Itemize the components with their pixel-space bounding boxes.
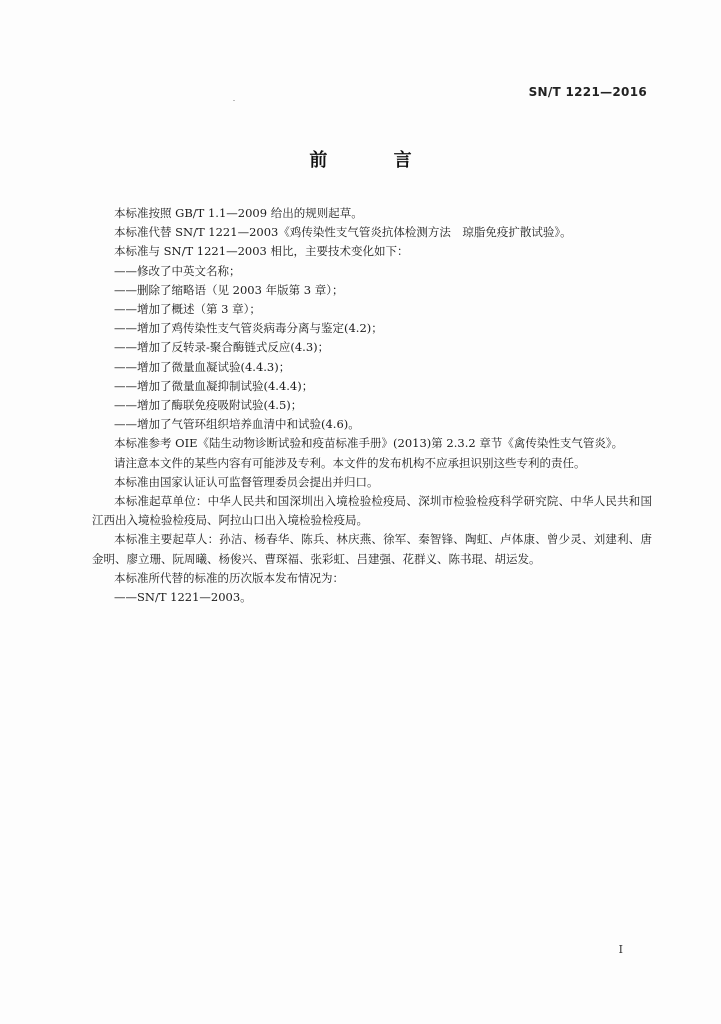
standard-number: SN/T 1221—2016: [528, 85, 647, 99]
paragraph-drafters: 本标准主要起草人：孙洁、杨春华、陈兵、林庆燕、徐军、秦智锋、陶虹、卢体康、曾少灵、刘建利、唐金明、廖立珊、阮周曦、杨俊兴、曹琛福、张彩虹、吕建强、花群义、陈书琨、胡运发。: [92, 532, 652, 566]
paragraph-proposed-by: 本标准由国家认证认可监督管理委员会提出并归口。: [114, 474, 379, 489]
page-title: 前 言: [309, 150, 442, 171]
change-item: ——增加了概述（第 3 章）；: [114, 302, 261, 317]
change-item: ——增加了微量血凝抑制试验(4.4.4)；: [114, 378, 314, 393]
change-item: ——修改了中英文名称；: [114, 263, 241, 278]
paragraph-changes-intro: 本标准与 SN/T 1221—2003 相比，主要技术变化如下：: [114, 244, 409, 259]
paragraph-previous-editions: 本标准所代替的标准的历次版本发布情况为：: [114, 570, 344, 585]
paragraph-drafting-units: 本标准起草单位：中华人民共和国深圳出入境检验检疫局、深圳市检验检疫科学研究院、中华人民共和国江西出入境检验检疫局、阿拉山口出入境检验检疫局。: [92, 494, 652, 528]
scan-speck: [233, 100, 235, 101]
change-item: ——增加了气管环组织培养血清中和试验(4.6)。: [114, 417, 360, 432]
change-item: ——增加了鸡传染性支气管炎病毒分离与鉴定(4.2)；: [114, 321, 383, 336]
page-number: I: [618, 943, 623, 956]
change-item: ——增加了微量血凝试验(4.4.3)；: [114, 359, 291, 374]
foreword-body: [92, 204, 652, 607]
paragraph-drafting-rules: 本标准按照 GB/T 1.1—2009 给出的规则起草。: [114, 206, 363, 220]
change-item: ——删除了缩略语（见 2003 年版第 3 章）；: [114, 282, 344, 297]
paragraph-reference: 本标准参考 OIE《陆生动物诊断试验和疫苗标准手册》(2013)第 2.3.2 章节《禽传染性支气管炎》。: [114, 436, 624, 451]
paragraph-replaces: 本标准代替 SN/T 1221—2003《鸡传染性支气管炎抗体检测方法 琼脂免疫扩散试验》。: [114, 225, 572, 240]
change-item: ——增加了反转录-聚合酶链式反应(4.3)；: [114, 340, 330, 355]
previous-edition-item: ——SN/T 1221—2003。: [114, 590, 252, 605]
paragraph-patent-notice: 请注意本文件的某些内容有可能涉及专利。本文件的发布机构不应承担识别这些专利的责任。: [114, 455, 586, 470]
change-item: ——增加了酶联免疫吸附试验(4.5)；: [114, 398, 303, 413]
